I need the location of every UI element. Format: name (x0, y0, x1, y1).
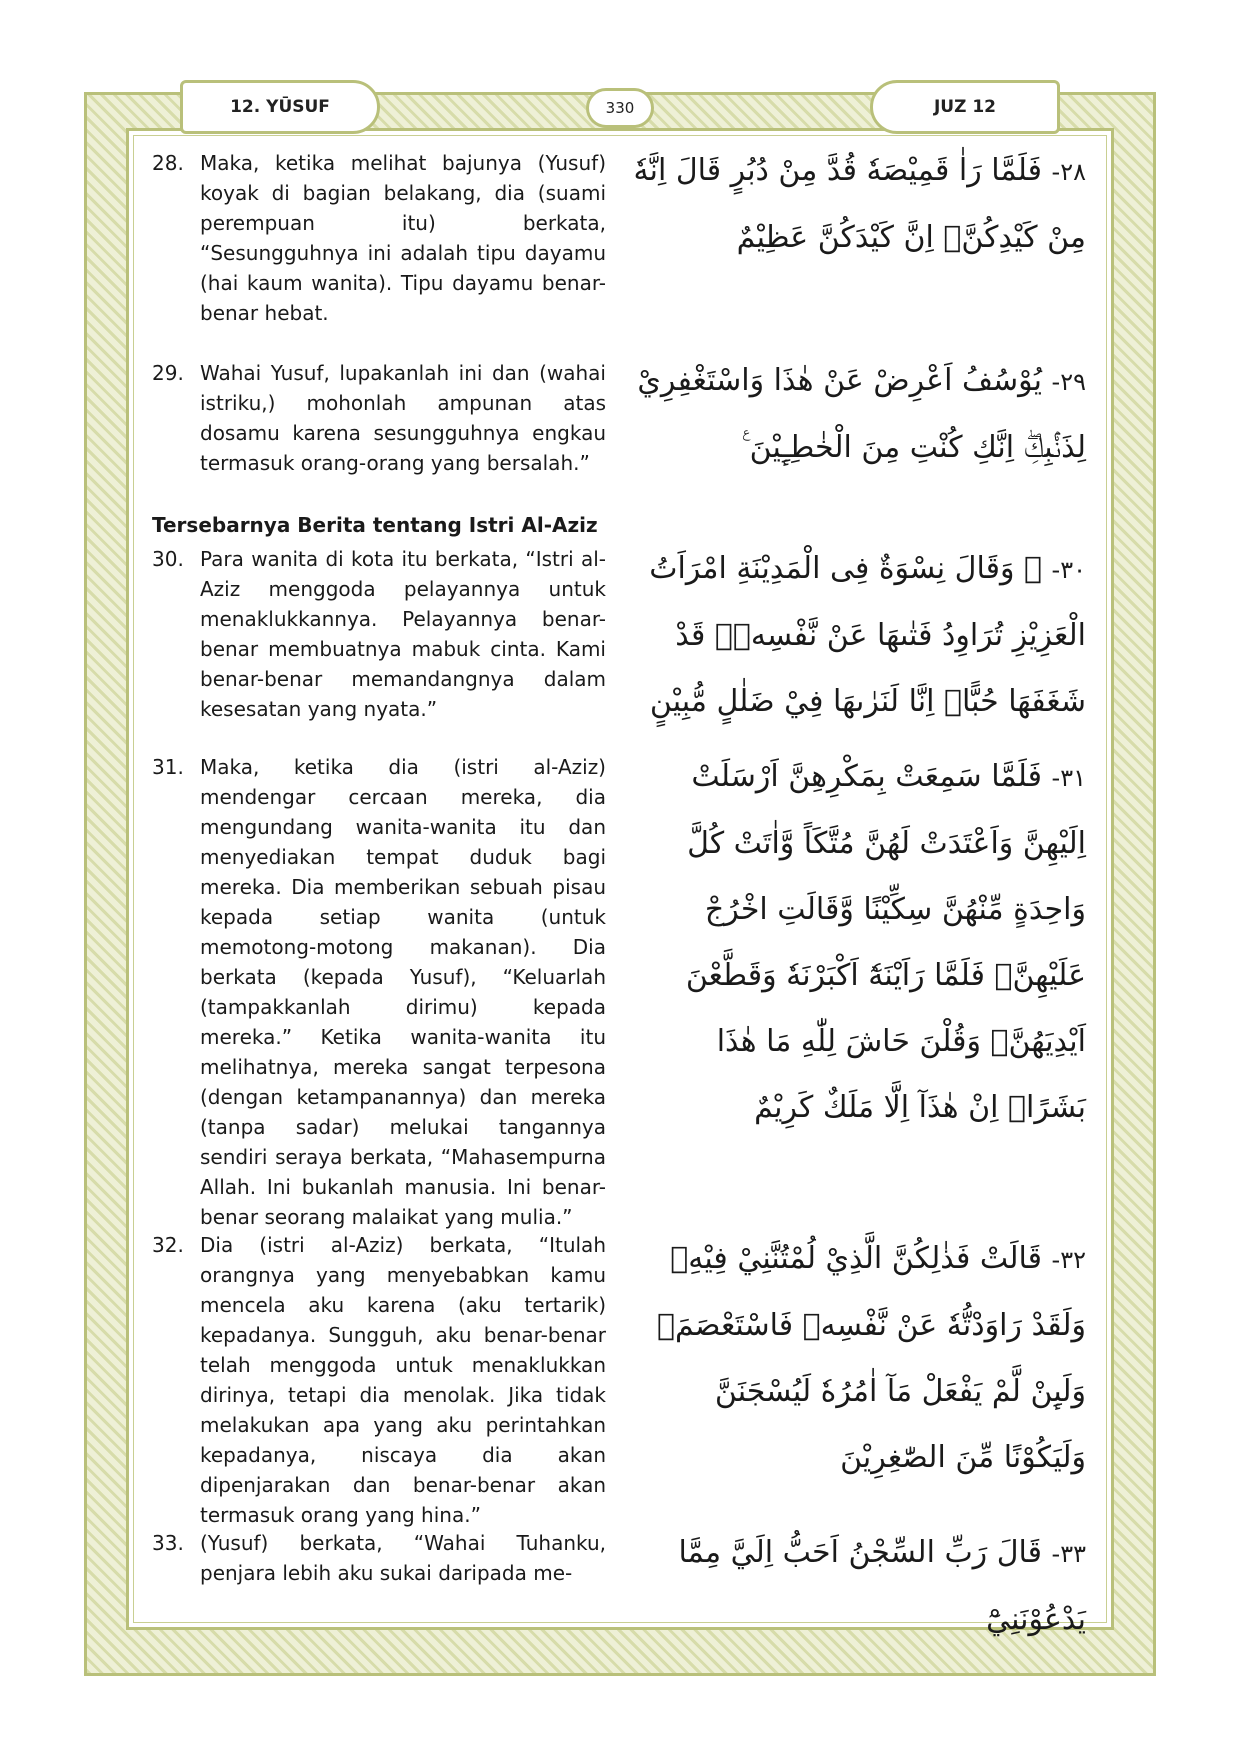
arabic-verse-33 (630, 1520, 1086, 1653)
arabic-verse-number: ٣٢- (1051, 1246, 1086, 1274)
verse-translation-33 (152, 1528, 606, 1588)
arabic-verse-28 (630, 138, 1086, 271)
arabic-text: قَالَ رَبِّ السِّجْنُ اَحَبُّ اِلَيَّ مِمَّا يَدْعُوْنَنِيْٓ (678, 1535, 1086, 1637)
arabic-verse-31 (630, 744, 1086, 1141)
arabic-verse-number: ٢٨- (1051, 158, 1086, 186)
verse-translation-29 (152, 358, 606, 478)
verse-text: Para wanita di kota itu berkata, “Istri al-Aziz menggoda pelayannya untuk menaklukkannya. Pelayannya benar-benar membuatnya mabuk cinta. Kami benar-benar memandangnya dalam kesesatan yang nyata.” (200, 547, 606, 721)
arabic-text: فَلَمَّا سَمِعَتْ بِمَكْرِهِنَّ اَرْسَلَتْ اِلَيْهِنَّ وَاَعْتَدَتْ لَهُنَّ مُتَّكَاً وَّاٰتَتْ كُلَّ وَاحِدَةٍ مِّنْهُنَّ سِكِّيْنًا وَّقَالَتِ اخْرُجْ عَلَيْهِنَّۚ فَلَمَّا رَاَيْنَهٗٓ اَكْبَرْنَهٗ وَقَطَّعْنَ اَيْدِيَهُنَّۖ وَقُلْنَ حَاشَ لِلّٰهِ مَا هٰذَا بَشَرًاۗ اِنْ هٰذَآ اِلَّا مَلَكٌ كَرِيْمٌ (685, 759, 1086, 1125)
verse-number: 28. (152, 151, 184, 175)
page-number: 330 (586, 88, 654, 128)
verse-text: Wahai Yusuf, lupakanlah ini dan (wahai istriku,) mohonlah ampunan atas dosamu karena sesungguhnya engkau termasuk orang-orang yang bersalah.” (200, 361, 606, 475)
arabic-verse-30 (630, 536, 1086, 735)
arabic-verse-32 (630, 1226, 1086, 1491)
verse-text: Maka, ketika dia (istri al-Aziz) mendengar cercaan mereka, dia mengundang wanita-wanita itu dan menyediakan tempat duduk bagi mereka. Dia memberikan sebuah pisau kepada setiap wanita (untuk memotong-motong makanan). Dia berkata (kepada Yusuf), “Keluarlah (tampakkanlah dirimu) kepada mereka.” Ketika wanita-wanita itu melihatnya, mereka sangat terpesona (dengan ketampanannya) dan mereka (tanpa sadar) melukai tangannya sendiri seraya berkata, “Mahasempurna Allah. Ini bukanlah manusia. Ini benar-benar seorang malaikat yang mulia.” (200, 755, 606, 1229)
arabic-verse-number: ٣٣- (1051, 1540, 1086, 1568)
arabic-verse-number: ٣١- (1051, 764, 1086, 792)
verse-text: (Yusuf) berkata, “Wahai Tuhanku, penjara lebih aku sukai daripada me- (200, 1531, 606, 1585)
verse-number: 31. (152, 755, 184, 779)
verse-text: Maka, ketika melihat bajunya (Yusuf) koyak di bagian belakang, dia (suami perempuan itu) berkata, “Sesungguhnya ini adalah tipu dayamu (hai kaum wanita). Tipu dayamu benar-benar hebat. (200, 151, 606, 325)
arabic-text: يُوْسُفُ اَعْرِضْ عَنْ هٰذَا وَاسْتَغْفِرِيْ لِذَنْۢبِكِۖ اِنَّكِ كُنْتِ مِنَ الْخٰطِـِٕيْنَ ࣖ (637, 363, 1086, 465)
verse-number: 33. (152, 1531, 184, 1555)
arabic-text: فَلَمَّا رَاٰ قَمِيْصَهٗ قُدَّ مِنْ دُبُرٍ قَالَ اِنَّهٗ مِنْ كَيْدِكُنَّۗ اِنَّ كَيْدَكُنَّ عَظِيْمٌ (633, 153, 1086, 255)
arabic-verse-number: ٣٠- (1051, 556, 1086, 584)
verse-translation-31 (152, 752, 606, 1232)
verse-number: 29. (152, 361, 184, 385)
verse-translation-28 (152, 148, 606, 328)
arabic-verse-number: ٢٩- (1051, 368, 1086, 396)
section-heading: Tersebarnya Berita tentang Istri Al-Aziz (152, 513, 598, 537)
verse-number: 30. (152, 547, 184, 571)
verse-translation-32 (152, 1230, 606, 1530)
arabic-verse-29 (630, 348, 1086, 481)
arabic-text: ۞ وَقَالَ نِسْوَةٌ فِى الْمَدِيْنَةِ امْرَاَتُ الْعَزِيْزِ تُرَاوِدُ فَتٰىهَا عَنْ نَّفْسِهٖۚ قَدْ شَغَفَهَا حُبًّاۗ اِنَّا لَنَرٰىهَا فِيْ ضَلٰلٍ مُّبِيْنٍ (649, 551, 1086, 719)
verse-translation-30 (152, 544, 606, 724)
surah-title: 12. YŪSUF (180, 80, 380, 134)
arabic-text: قَالَتْ فَذٰلِكُنَّ الَّذِيْ لُمْتُنَّنِيْ فِيْهِۗ وَلَقَدْ رَاوَدْتُّهٗ عَنْ نَّفْسِهٖ فَاسْتَعْصَمَۗ وَلَىِٕنْ لَّمْ يَفْعَلْ مَآ اٰمُرُهٗ لَيُسْجَنَنَّ وَلَيَكُوْنًا مِّنَ الصّٰغِرِيْنَ (656, 1241, 1086, 1475)
juz-label: JUZ 12 (870, 80, 1060, 134)
verse-text: Dia (istri al-Aziz) berkata, “Itulah orangnya yang menyebabkan kamu mencela aku karena (aku tertarik) kepadanya. Sungguh, aku benar-benar telah menggoda untuk menaklukkan dirinya, tetapi dia menolak. Jika tidak melakukan apa yang aku perintahkan kepadanya, niscaya dia akan dipenjarakan dan benar-benar akan termasuk orang yang hina.” (200, 1233, 606, 1527)
verse-number: 32. (152, 1233, 184, 1257)
